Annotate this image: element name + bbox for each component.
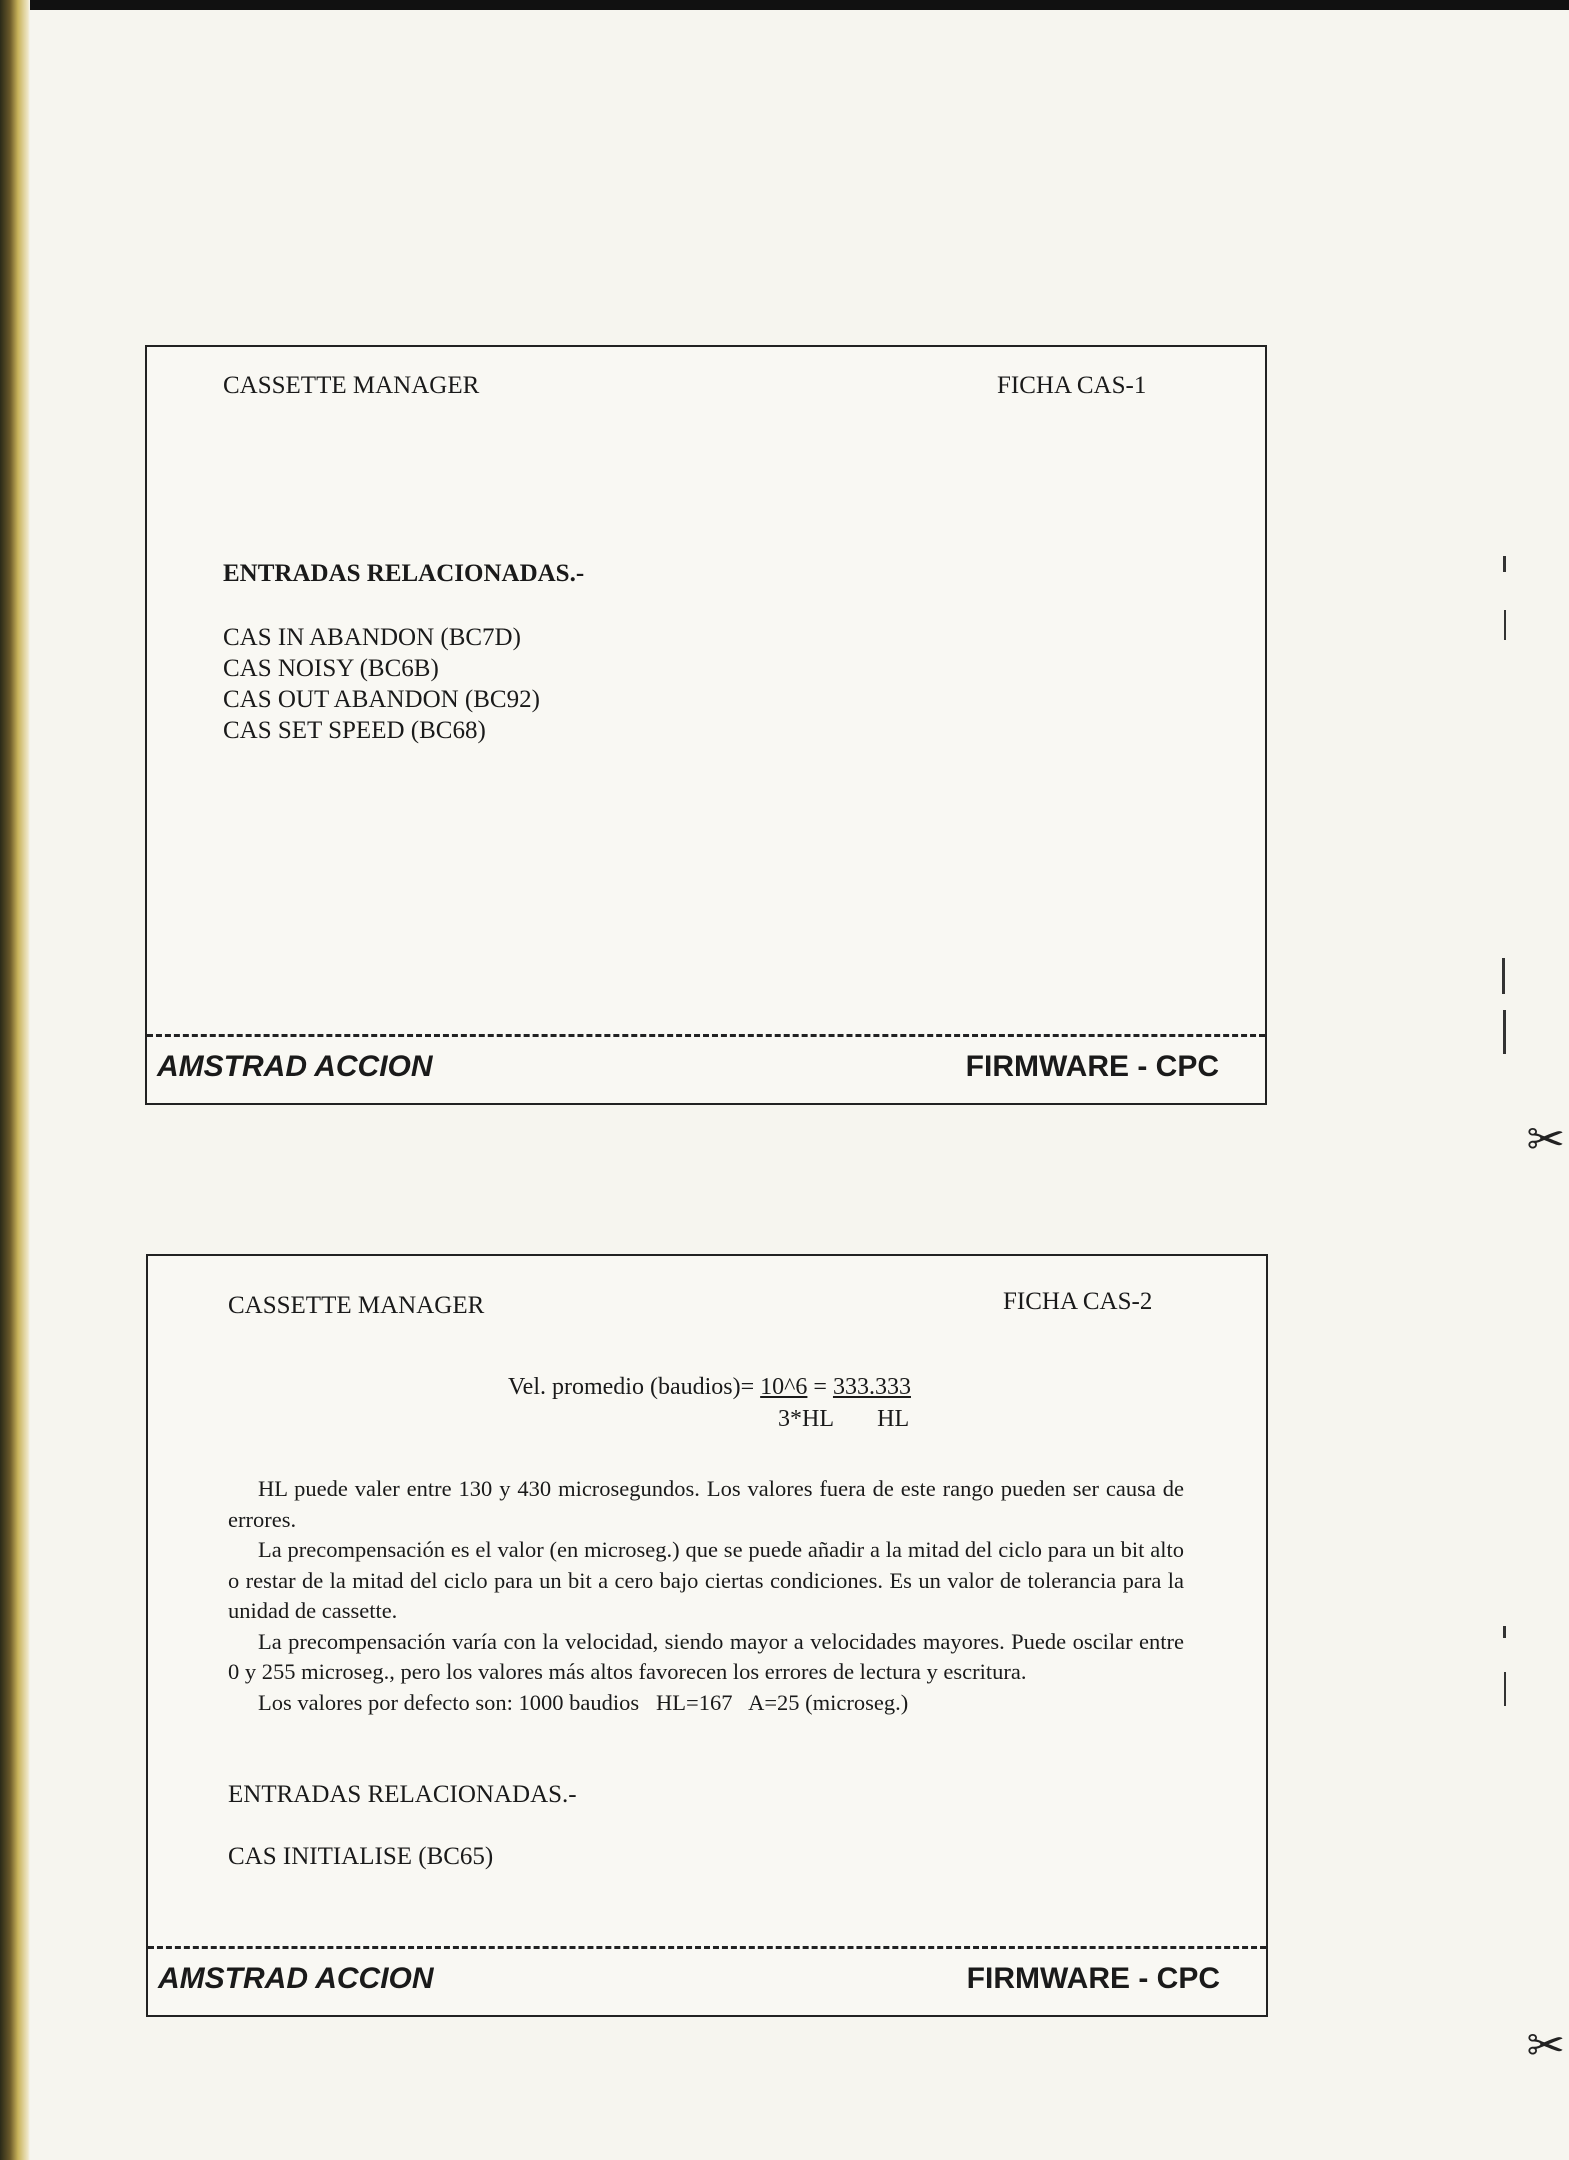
explanation-text — [228, 1474, 1184, 1718]
footer-brand: AMSTRAD ACCION — [157, 1050, 433, 1083]
paragraph: HL puede valer entre 130 y 430 microsegundos. Los valores fuera de este rango pueden ser causa de errores. — [228, 1476, 1184, 1532]
formula-numerator-2: 333.333 — [832, 1374, 911, 1400]
related-entries-heading: ENTRADAS RELACIONADAS.- — [228, 1781, 577, 1808]
related-entry: CAS INITIALISE (BC65) — [228, 1843, 494, 1870]
formula-denominators — [778, 1406, 909, 1433]
card-title: CASSETTE MANAGER — [228, 1292, 485, 1319]
related-entries-list — [228, 1841, 493, 1872]
cut-mark — [1504, 610, 1506, 640]
card-footer — [147, 1034, 1265, 1103]
related-entries-list — [223, 622, 540, 746]
related-entries-heading: ENTRADAS RELACIONADAS.- — [223, 560, 585, 587]
paragraph: La precompensación varía con la velocidad, siendo mayor a velocidades mayores. Puede oscilar entre 0 y 255 microseg., pero los valores más altos favorecen los errores de lectura y escritura. — [228, 1628, 1184, 1684]
speed-formula — [508, 1372, 911, 1402]
related-entry: CAS OUT ABANDON (BC92) — [223, 686, 540, 713]
scissors-icon: ✂ — [1526, 1112, 1565, 1166]
related-entry: CAS IN ABANDON (BC7D) — [223, 624, 521, 651]
footer-brand: AMSTRAD ACCION — [158, 1962, 434, 1995]
ficha-card-2 — [146, 1254, 1268, 2017]
card-code: FICHA CAS-2 — [1003, 1288, 1153, 1315]
footer-series: FIRMWARE - CPC — [966, 1962, 1220, 1995]
scissors-icon: ✂ — [1526, 2018, 1565, 2072]
formula-denominator-2: HL — [877, 1406, 910, 1432]
cut-mark — [1502, 958, 1505, 994]
cut-mark — [1503, 1626, 1506, 1638]
formula-numerator-1: 10^6 — [760, 1374, 808, 1400]
related-entry: CAS NOISY (BC6B) — [223, 655, 439, 682]
cut-mark — [1504, 1672, 1506, 1706]
formula-label: Vel. promedio (baudios)= — [508, 1374, 755, 1400]
footer-series: FIRMWARE - CPC — [965, 1050, 1219, 1083]
formula-equals: = — [813, 1374, 827, 1400]
page-top-edge — [0, 0, 1569, 10]
cut-mark — [1503, 556, 1506, 572]
card-title: CASSETTE MANAGER — [223, 372, 480, 399]
formula-denominator-1: 3*HL — [778, 1406, 834, 1432]
page-binding-edge — [0, 0, 30, 2160]
card-code: FICHA CAS-1 — [997, 372, 1147, 399]
paragraph: La precompensación es el valor (en microseg.) que se puede añadir a la mitad del ciclo para un bit alto o restar de la mitad del ciclo para un bit a cero bajo ciertas condiciones. Es un valor de tolerancia para la unidad de cassette. — [228, 1537, 1184, 1623]
paragraph: Los valores por defecto son: 1000 baudios HL=167 A=25 (microseg.) — [258, 1689, 909, 1715]
cut-mark — [1503, 1010, 1506, 1054]
card-footer — [148, 1946, 1266, 2015]
ficha-card-1 — [145, 345, 1267, 1105]
related-entry: CAS SET SPEED (BC68) — [223, 717, 486, 744]
